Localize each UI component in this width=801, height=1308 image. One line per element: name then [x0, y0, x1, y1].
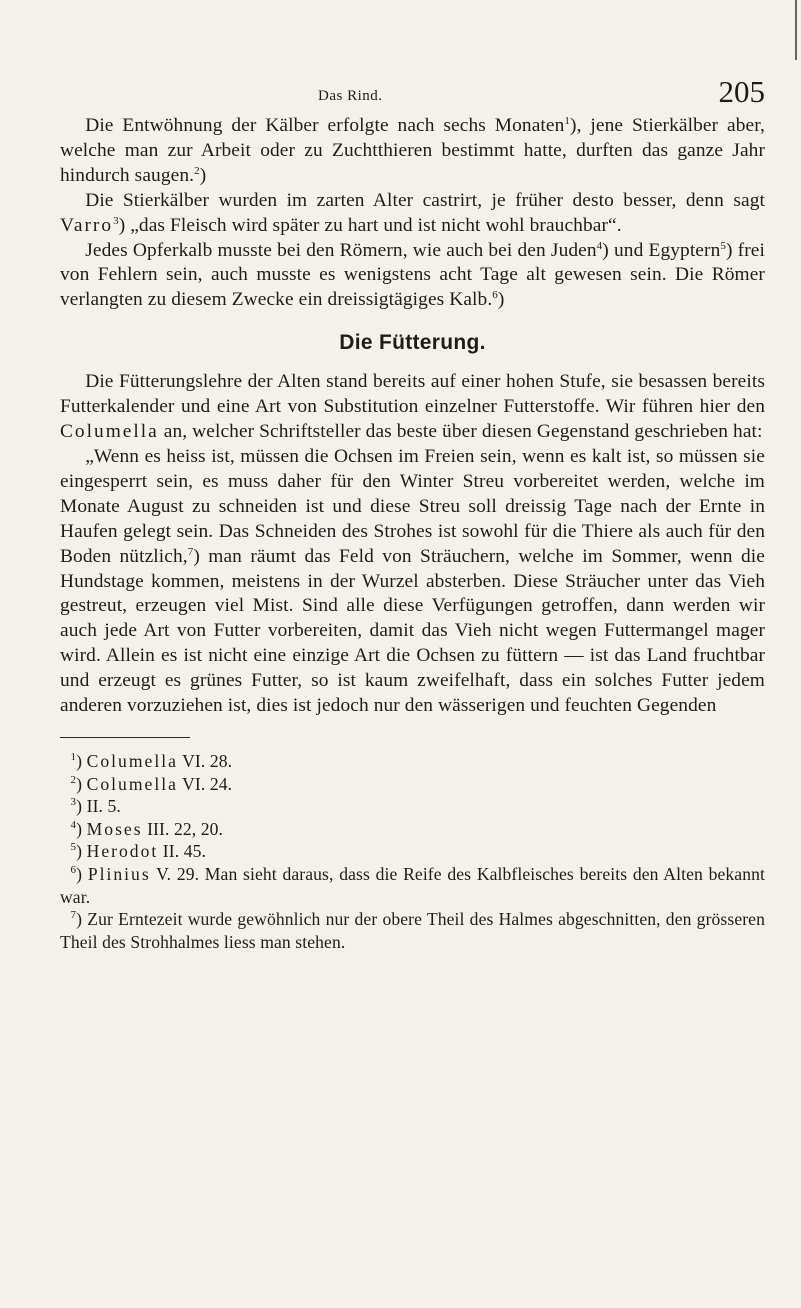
- footnote-author: Herodot: [86, 841, 159, 862]
- footnote-ref: 3: [113, 214, 119, 227]
- page-number: 205: [718, 74, 765, 109]
- footnote-text: II. 45.: [158, 841, 206, 862]
- footnote: $^4$) Moses III. 22, 20.: [70, 818, 224, 839]
- paragraph: [60, 445, 765, 719]
- author-name: Varro: [60, 214, 114, 236]
- text-span: Die Fütterungslehre der Alten stand bereits auf einer hohen Stufe, sie besassen bereits Futterkalender und eine Art von Substitution einzelner Futterstoffe. Wir führen hier den: [60, 371, 765, 418]
- paragraph: [60, 189, 765, 239]
- book-page: [60, 74, 765, 953]
- text-span: ) man räumt das Feld von Sträuchern, welche im Sommer, wenn die Hundstage kommen, meistens in der Wurzel absterben. Diese Sträucher unter das Vieh gestreut, erzeugen viel Mist. Sind alle diese Verfügungen getroffen, dann werden wir auch jede Art von Futter vorbereiten, damit das Vieh nicht wegen Futtermangel mager wird. Allein es ist nicht eine einzige Art die Ochsen zu füttern — ist das Land fruchtbar und erzeugt es grünes Futter, so ist kaum zweifelhaft, dass ein solches Futter jedem anderen vorzuziehen ist, dies ist jedoch nur den wässerigen und feuchten Gegenden: [60, 545, 765, 717]
- author-name: Columella: [60, 421, 159, 443]
- text-span: ): [199, 164, 207, 186]
- footnote: $^6$) Plinius V. 29. Man sieht daraus, dass die Reife des Kalbfleisches bereits den Alten bekannt war.: [60, 863, 765, 907]
- text-span: ): [497, 289, 505, 311]
- footnote: $^2$) Columella VI. 24.: [70, 773, 233, 794]
- running-head: Das Rind.: [318, 88, 383, 104]
- footnote: $^3$) II. 5.: [70, 796, 121, 817]
- footnote-text: VI. 28.: [177, 750, 233, 771]
- footnote-ref: 5: [720, 239, 726, 252]
- footnote-ref: 7: [187, 545, 194, 558]
- footnotes: [60, 750, 765, 953]
- footnote-author: Moses: [86, 818, 143, 839]
- footnote-number: 4: [70, 818, 77, 831]
- footnote-text: Zur Erntezeit wurde gewöhnlich nur der obere Theil des Halmes abgeschnitten, den grösseren Theil des Strohhalmes liess man stehen.: [60, 909, 765, 952]
- paragraph: [60, 370, 765, 445]
- footnote-author: Columella: [86, 750, 178, 771]
- text-span: Die Stierkälber wurden im zarten Alter castrirt, je früher desto besser, denn sagt: [85, 189, 765, 211]
- footnote-author: Columella: [86, 773, 178, 794]
- footnote-number: 1: [70, 750, 77, 763]
- footnote-author: Plinius: [87, 863, 151, 884]
- footnote-ref: 1: [564, 115, 571, 127]
- main-text: [60, 114, 765, 719]
- footnote-number: 3: [70, 796, 77, 809]
- text-span: Jedes Opferkalb musste bei den Römern, wie auch bei den Juden: [85, 239, 597, 261]
- text-span: ) „das Fleisch wird später zu hart und ist nicht wohl brauchbar“.: [118, 214, 622, 236]
- section-heading: Die Fütterung.: [339, 331, 486, 355]
- footnote-text: II. 5.: [82, 796, 121, 817]
- text-span: ) frei von Fehlern sein, auch musste es wenigstens acht Tage alt gewesen sein. Die Römer verlangten zu diesem Zwecke ein dreissigtägiges Kalb.: [60, 239, 765, 311]
- footnote-text: VI. 24.: [177, 773, 233, 794]
- footnote: $^1$) Columella VI. 28.: [70, 750, 233, 771]
- footnote-number: 7: [70, 909, 77, 922]
- footnote-number: 2: [70, 773, 77, 786]
- paragraph: [60, 114, 765, 189]
- text-span: an, welcher Schriftsteller das beste über diesen Gegenstand geschrieben hat:: [158, 421, 763, 443]
- footnote-text: V. 29. Man sieht daraus, dass die Reife des Kalbfleisches bereits den Alten bekannt war.: [60, 863, 765, 907]
- footnote-ref: 4: [596, 239, 603, 252]
- text-span: Die Entwöhnung der Kälber erfolgte nach sechs Monaten: [85, 115, 565, 136]
- text-span: ), jene Stierkälber aber, welche man zur Arbeit oder zu Zuchtthieren bestimmt hatte, durften das ganze Jahr hindurch saugen.: [60, 115, 765, 186]
- footnote-number: 6: [70, 863, 77, 876]
- footnote-ref: 6: [492, 289, 498, 302]
- text-span: ) und Egyptern: [602, 239, 721, 261]
- footnote-ref: 2: [194, 164, 200, 177]
- footnote-number: 5: [70, 841, 77, 854]
- page-edge-mark: [795, 0, 797, 60]
- footnote: $^7$) Zur Erntezeit wurde gewöhnlich nur der obere Theil des Halmes abgeschnitten, den grösseren Theil des Strohhalmes liess man stehen.: [60, 909, 765, 952]
- page-header: [60, 74, 765, 114]
- paragraph: [60, 239, 765, 314]
- text-span: „Wenn es heiss ist, müssen die Ochsen im Freien sein, wenn es kalt ist, so müssen sie eingesperrt sein, es muss daher für den Winter Streu vorbereitet werden, welche im Monate August zu schneiden ist und diese Streu soll dreissig Tage nach der Ernte in Haufen gelegt sein. Das Schneiden des Strohes ist sowohl für die Thiere als auch für den Boden nützlich,: [60, 445, 765, 567]
- footnote: $^5$) Herodot II. 45.: [70, 841, 206, 862]
- footnote-text: III. 22, 20.: [142, 818, 224, 839]
- footnote-divider: [60, 737, 190, 738]
